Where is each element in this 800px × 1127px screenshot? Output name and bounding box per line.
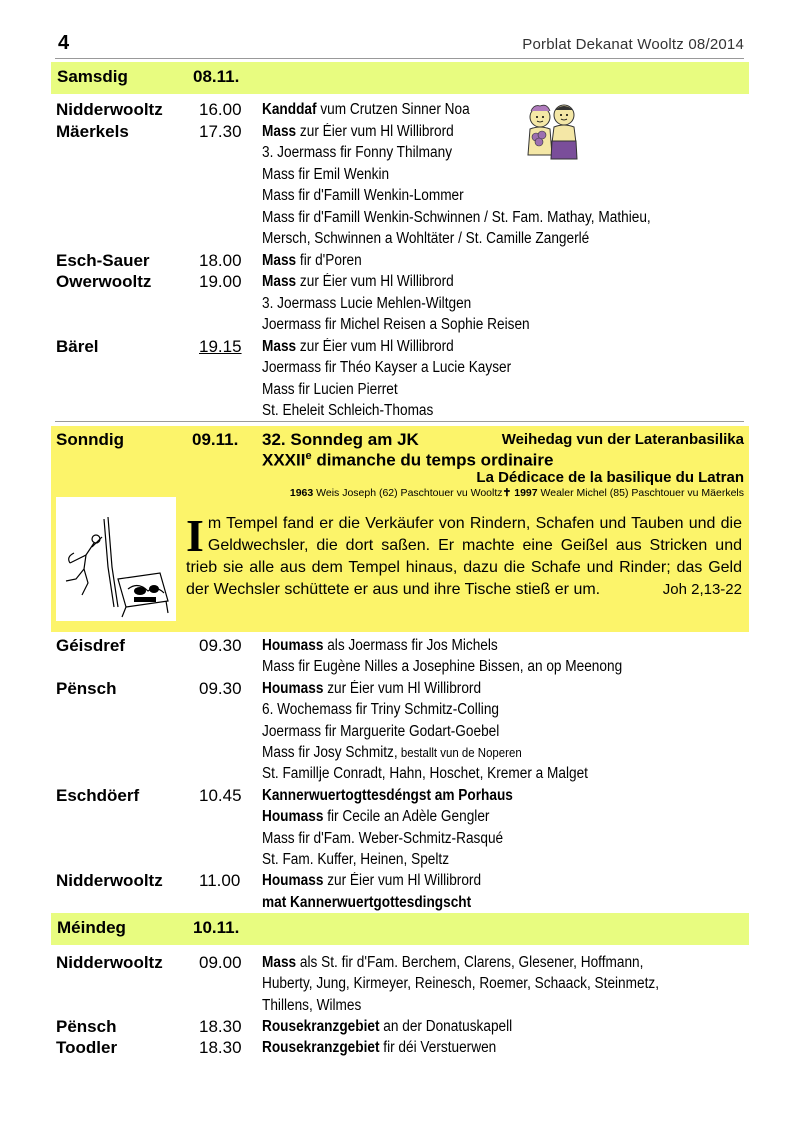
mass-intention: [262, 1018, 512, 1036]
intention-text: Mass fir d'Fam. Weber-Schmitz-Rasqué: [262, 829, 504, 847]
place-name: Géisdref: [56, 636, 125, 655]
mass-intention: [262, 851, 449, 869]
schedule-row: [0, 358, 800, 380]
service-type: Rousekranzgebiet: [262, 1017, 380, 1035]
service-type: Rousekranzgebiet: [262, 1039, 380, 1057]
schedule-row: [0, 657, 800, 679]
service-type: Houmass: [262, 872, 324, 890]
publication-title: Porblat Dekanat Wooltz 08/2014: [522, 36, 744, 53]
intention-text: fir déi Verstuerwen: [379, 1039, 497, 1057]
couple-illustration: [522, 103, 582, 163]
mass-intention: [262, 894, 471, 912]
schedule-row: [0, 743, 800, 765]
intention-text: Joermass fir Marguerite Godart-Goebel: [262, 722, 500, 740]
mass-intention: [262, 316, 530, 334]
schedule-row: [0, 679, 800, 701]
day-name: Méindeg: [57, 918, 126, 937]
intention-text: als St. fir d'Fam. Berchem, Clarens, Glesener, Hoffmann,: [296, 954, 644, 971]
place-name: Owerwooltz: [56, 272, 152, 291]
mass-intention: [262, 830, 503, 848]
intention-text: St. Eheleit Schleich-Thomas: [262, 402, 434, 419]
schedule-row: [0, 272, 800, 294]
mass-intention: [262, 997, 361, 1015]
schedule-row: [0, 807, 800, 829]
service-type: Mass: [262, 122, 297, 140]
sunday-title-fr: [262, 450, 553, 471]
memo-year: 1963: [289, 487, 314, 499]
intention-text: Mass fir d'Famill Wenkin-Schwinnen / St. Fam. Mathay, Mathieu,: [262, 208, 651, 226]
title-fr-rest: dimanche du temps ordinaire: [311, 450, 554, 470]
day-date: 10.11.: [193, 918, 240, 937]
mass-time: 18.30: [199, 1016, 242, 1036]
intention-text: 3. Joermass Lucie Mehlen-Wiltgen: [262, 294, 472, 312]
place-name: Esch-Sauer: [56, 250, 150, 270]
schedule-row: [0, 100, 800, 122]
mass-intention: [262, 295, 471, 313]
place-name: Pënsch: [56, 1016, 117, 1036]
mass-intention: [262, 637, 498, 655]
drop-cap: I: [186, 510, 204, 561]
page-number: 4: [58, 32, 70, 54]
intention-text: zur Éier vum Hl Willibrord: [296, 273, 454, 290]
intention-text: zur Éier vum Hl Willibrord: [323, 679, 482, 697]
place-name: Bärel: [56, 336, 99, 356]
mass-time: 19.00: [199, 272, 242, 291]
mass-intention: [262, 166, 389, 184]
intention-text: als Joermass fir Jos Michels: [323, 637, 498, 654]
place-name: Nidderwooltz: [56, 953, 163, 972]
day-date: 08.11.: [193, 67, 240, 86]
mass-intention: [262, 975, 659, 993]
mass-intention: [262, 187, 464, 205]
schedule-row: [0, 1017, 800, 1039]
sunday-day-name: Sonndig: [56, 430, 124, 449]
mass-intention: [262, 954, 643, 972]
schedule-row: [0, 1038, 800, 1060]
place-name: Toodler: [56, 1038, 118, 1058]
mass-intention: [262, 658, 622, 676]
intention-text: St. Fam. Kuffer, Heinen, Speltz: [262, 851, 450, 868]
schedule-row: [0, 251, 800, 273]
mass-intention: [262, 1039, 496, 1057]
place-name: Nidderwooltz: [56, 871, 163, 891]
mass-intention: [262, 338, 454, 356]
gospel-passage: [186, 510, 742, 601]
gospel-text: m Tempel fand er die Verkäufer von Rindern, Schafen und Tauben und die Geldwechsler, die dort saßen. Er machte eine Geißel aus Stricken und trieb sie alle aus dem Tempel hinaus, dazu die Schafe und Rinder; das Geld der Wechsler schüttete er aus und ihre Tische stieß er um.: [186, 515, 742, 598]
service-type: Mass: [262, 337, 297, 355]
service-type: Houmass: [262, 808, 324, 826]
mass-time: 09.30: [199, 636, 242, 655]
intention-text: Thillens, Wilmes: [262, 996, 362, 1014]
page-header: [55, 30, 744, 58]
schedule-row: [0, 786, 800, 808]
mass-time: 10.45: [199, 785, 242, 805]
mass-time: 09.00: [199, 953, 242, 972]
mass-intention: [262, 402, 433, 420]
intention-text: zur Éier vum Hl Willibrord: [296, 337, 454, 355]
intention-text: Mass fir Emil Wenkin: [262, 165, 390, 183]
service-type: Mass: [262, 954, 297, 971]
sunday-feast-fr: La Dédicace de la basilique du Latran: [476, 469, 744, 486]
service-type: Mass: [262, 273, 297, 290]
intention-text: Mass fir d'Famill Wenkin-Lommer: [262, 187, 464, 204]
schedule-row: [0, 974, 800, 996]
memo-year: 1997: [514, 487, 538, 499]
mass-intention: [262, 381, 398, 399]
schedule-row: [0, 636, 800, 658]
mass-intention: [262, 123, 454, 141]
day-name: Samsdig: [57, 67, 128, 86]
service-type: Mass: [262, 251, 297, 269]
schedule-row: [0, 165, 800, 187]
mass-time: 18.30: [199, 1038, 242, 1058]
intention-text: Mass fir Lucien Pierret: [262, 380, 398, 398]
mass-time: 11.00: [199, 871, 241, 891]
schedule-row: [0, 871, 800, 893]
schedule-row: [0, 850, 800, 872]
title-fr-roman: XXXII: [262, 450, 306, 470]
schedule-row: [0, 208, 800, 230]
service-type: Kannerwuertogttesdéngst am Porhaus: [262, 786, 513, 804]
intention-text: Joermass fir Michel Reisen a Sophie Reisen: [262, 316, 530, 333]
schedule-row: [0, 722, 800, 744]
day-band-monday: [51, 913, 749, 945]
schedule-row: [0, 829, 800, 851]
schedule-row: [0, 401, 800, 423]
gospel-reference: Joh 2,13-22: [662, 581, 742, 598]
mass-intention: [262, 209, 651, 227]
mass-intention: [262, 765, 588, 783]
schedule-row: [0, 996, 800, 1018]
mass-time: 09.30: [199, 678, 242, 698]
intention-text: Mersch, Schwinnen a Wohltäter / St. Camille Zangerlé: [262, 230, 590, 247]
service-type: Houmass: [262, 679, 324, 697]
header-rule: [55, 58, 744, 59]
intention-text: Mass fir Eugène Nilles a Josephine Bissen, an op Meenong: [262, 658, 623, 676]
mass-time: 16.00: [199, 100, 242, 119]
intention-text: zur Éier vum Hl Willibrord: [323, 872, 482, 890]
intention-text: fir d'Poren: [296, 251, 362, 269]
intention-text: Joermass fir Théo Kayser a Lucie Kayser: [262, 359, 512, 376]
place-name: Eschdöerf: [56, 785, 140, 805]
mass-intention: [262, 787, 513, 805]
sunday-title: 32. Sonndeg am JK: [262, 430, 419, 449]
intention-text: 3. Joermass fir Fonny Thilmany: [262, 144, 453, 161]
separator-rule: [55, 421, 744, 422]
mass-intention: [262, 230, 589, 248]
schedule-row: [0, 122, 800, 144]
place-name: Mäerkels: [56, 121, 129, 141]
service-type: Houmass: [262, 637, 324, 654]
mass-intention: [262, 680, 481, 698]
schedule-row: [0, 764, 800, 786]
schedule-row: [0, 143, 800, 165]
mass-intention: [262, 273, 454, 291]
day-band-saturday: [51, 62, 749, 94]
cross-icon: ✝: [502, 487, 512, 499]
title-fr-sup: e: [305, 450, 312, 462]
schedule-row: [0, 893, 800, 915]
place-name: Nidderwooltz: [56, 100, 163, 119]
mass-intention: [262, 744, 522, 762]
intention-text: Mass fir Josy Schmitz,: [262, 744, 398, 761]
memo-text: Weis Joseph (62) Paschtouer vu Wooltz: [313, 487, 503, 499]
schedule-row: [0, 380, 800, 402]
schedule-row: [0, 700, 800, 722]
intention-text: zur Éier vum Hl Willibrord: [296, 122, 454, 140]
mass-intention: [262, 701, 499, 719]
gospel-illustration: [56, 497, 176, 621]
intention-text: 6. Wochemass fir Triny Schmitz-Colling: [262, 701, 499, 719]
mass-time: 17.30: [199, 121, 242, 141]
intention-text: Huberty, Jung, Kirmeyer, Reinesch, Roemer, Schaack, Steinmetz,: [262, 975, 660, 993]
intention-text: vum Crutzen Sinner Noa: [316, 101, 470, 118]
intention-text: an der Donatuskapell: [379, 1017, 513, 1035]
schedule-row: [0, 315, 800, 337]
mass-intention: [262, 808, 489, 826]
memorial-line: [290, 487, 744, 499]
sunday-date: 09.11.: [192, 430, 239, 449]
mass-intention: [262, 359, 511, 377]
mass-intention: [262, 723, 499, 741]
intention-text: St. Famillje Conradt, Hahn, Hoschet, Kremer a Malget: [262, 765, 588, 783]
place-name: Pënsch: [56, 678, 117, 698]
service-type: Kanddaf: [262, 101, 317, 118]
mass-intention: [262, 144, 452, 162]
mass-intention: [262, 872, 481, 890]
schedule-row: [0, 186, 800, 208]
memo-text: Wealer Michel (85) Paschtouer vu Mäerkels: [537, 487, 744, 499]
schedule-row: [0, 953, 800, 975]
schedule-row: [0, 294, 800, 316]
schedule-row: [0, 337, 800, 359]
schedule-row: [0, 229, 800, 251]
intention-note: bestallt vun de Noperen: [397, 745, 522, 760]
intention-text: fir Cecile an Adèle Gengler: [323, 808, 490, 826]
mass-time: 18.00: [199, 250, 242, 270]
mass-time: 19.15: [199, 336, 242, 356]
mass-intention: [262, 101, 470, 119]
sunday-feast: Weihedag vun der Lateranbasilika: [501, 431, 744, 448]
mass-intention: [262, 252, 362, 270]
service-type: mat Kannerwuertgottesdingscht: [262, 893, 472, 911]
